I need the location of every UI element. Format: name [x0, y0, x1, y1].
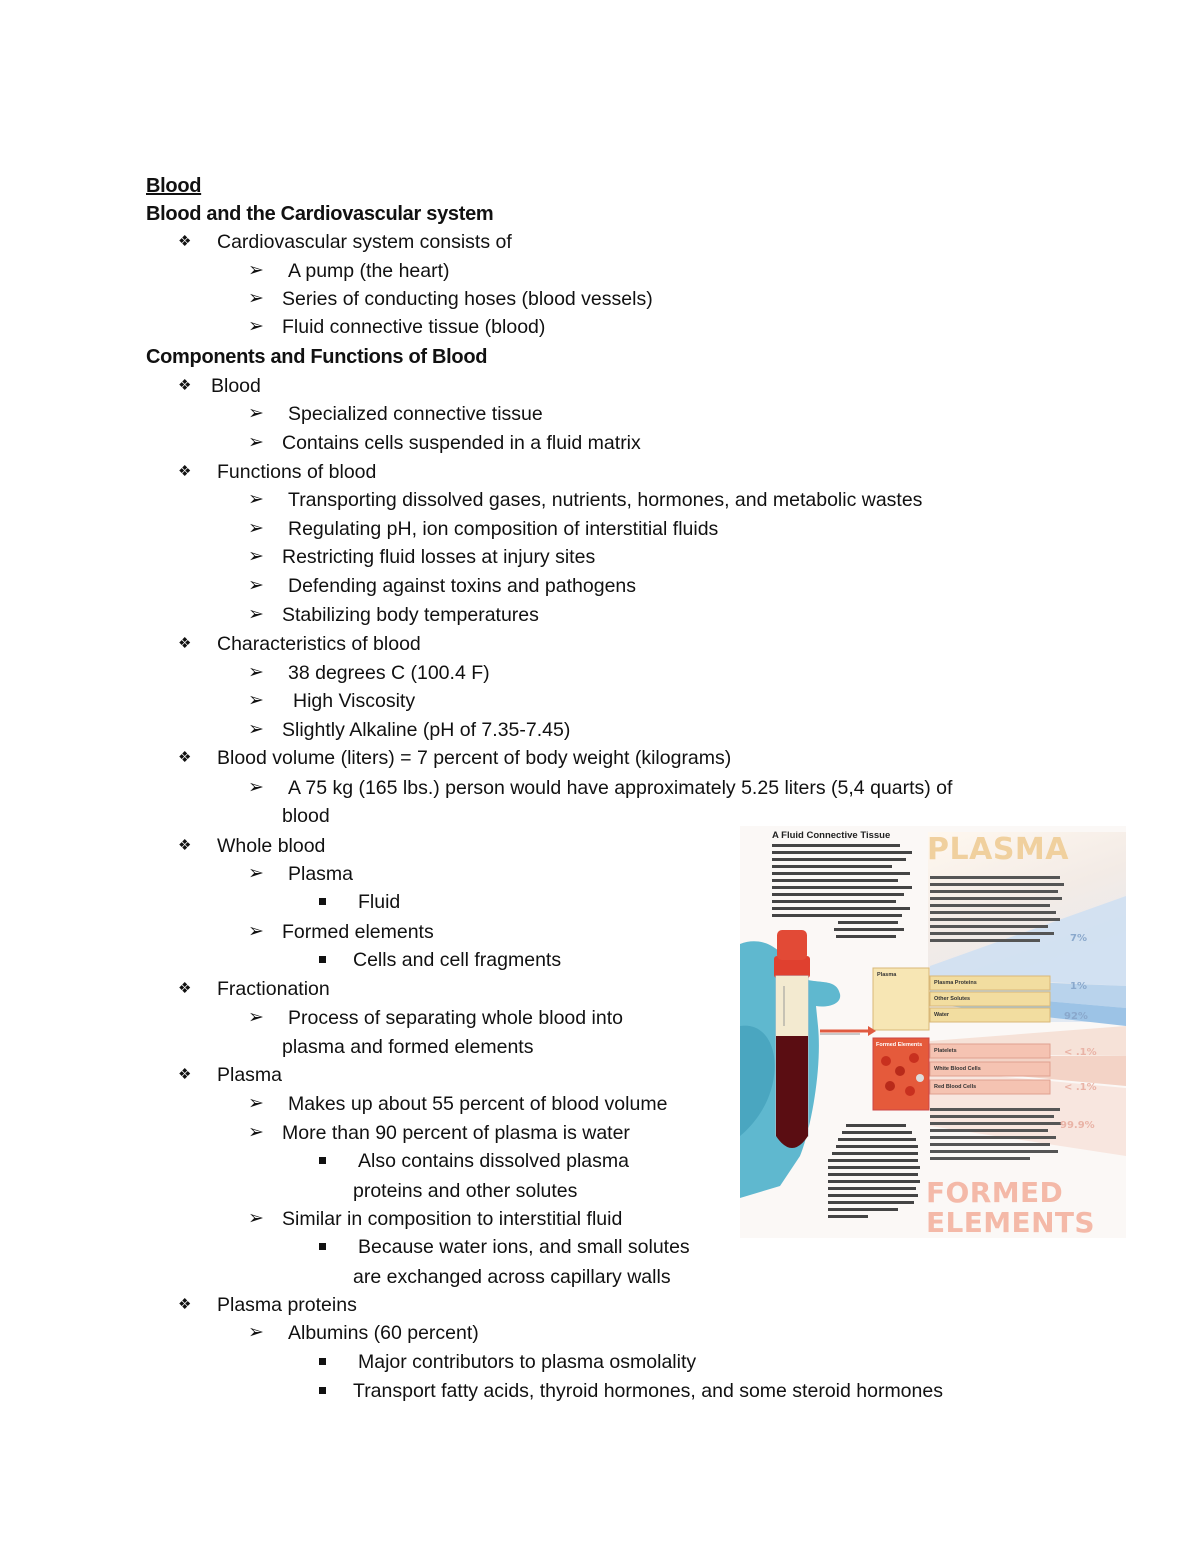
arrow-bullet-icon: ➢ — [248, 1007, 264, 1028]
percent-label: 1% — [1070, 981, 1087, 992]
diamond-bullet-icon: ❖ — [178, 1066, 192, 1083]
arrow-bullet-icon: ➢ — [248, 575, 264, 596]
square-bullet-icon — [319, 1157, 326, 1164]
arrow-bullet-icon: ➢ — [248, 1093, 264, 1114]
plasma-label: PLASMA — [927, 832, 1069, 867]
list-item: 38 degrees C (100.4 F) — [288, 662, 490, 684]
row-label: Other Solutes — [934, 996, 971, 1002]
percent-label: 92% — [1064, 1011, 1088, 1022]
arrow-bullet-icon: ➢ — [248, 260, 264, 281]
row-label: Red Blood Cells — [934, 1084, 977, 1090]
list-item: Characteristics of blood — [217, 633, 421, 655]
diamond-bullet-icon: ❖ — [178, 233, 192, 250]
diamond-bullet-icon: ❖ — [178, 635, 192, 652]
square-bullet-icon — [319, 1243, 326, 1250]
blood-composition-figure — [740, 826, 1126, 1238]
diamond-bullet-icon: ❖ — [178, 980, 192, 997]
list-item-continuation: blood — [282, 805, 330, 827]
list-item: Transporting dissolved gases, nutrients, hormones, and metabolic wastes — [288, 489, 923, 511]
list-item: Stabilizing body temperatures — [282, 604, 539, 626]
list-item: Slightly Alkaline (pH of 7.35-7.45) — [282, 719, 571, 741]
percent-label: 99.9% — [1060, 1120, 1095, 1131]
list-item: Defending against toxins and pathogens — [288, 575, 637, 597]
list-item: Plasma — [288, 863, 354, 885]
arrow-bullet-icon: ➢ — [248, 1122, 264, 1143]
list-item: Fractionation — [217, 978, 330, 1000]
arrow-bullet-icon: ➢ — [248, 432, 264, 453]
doc-title: Blood — [146, 175, 202, 197]
list-item-continuation: plasma and formed elements — [282, 1036, 534, 1058]
list-item-continuation: are exchanged across capillary walls — [353, 1266, 671, 1288]
list-item: Series of conducting hoses (blood vessels) — [282, 288, 653, 310]
arrow-bullet-icon: ➢ — [248, 546, 264, 567]
arrow-bullet-icon: ➢ — [248, 316, 264, 337]
list-item: Major contributors to plasma osmolality — [358, 1351, 697, 1373]
list-item: Formed elements — [282, 921, 434, 943]
diamond-bullet-icon: ❖ — [178, 1296, 192, 1313]
list-item: Contains cells suspended in a fluid matrix — [282, 432, 641, 454]
list-item: More than 90 percent of plasma is water — [282, 1122, 630, 1144]
arrow-bullet-icon: ➢ — [248, 777, 264, 798]
list-item: Albumins (60 percent) — [288, 1322, 479, 1344]
formed-elements-label — [926, 1178, 1095, 1238]
list-item: Similar in composition to interstitial fluid — [282, 1208, 623, 1230]
list-item: Plasma — [217, 1064, 283, 1086]
percent-label: < .1% — [1064, 1047, 1097, 1058]
formed-text-lines — [930, 1106, 1070, 1170]
list-item: Blood — [211, 375, 261, 397]
list-item: Specialized connective tissue — [288, 403, 543, 425]
list-item: A pump (the heart) — [288, 260, 450, 282]
list-item: Whole blood — [217, 835, 326, 857]
list-item: A 75 kg (165 lbs.) person would have approximately 5.25 liters (5,4 quarts) of — [288, 777, 953, 799]
arrow-bullet-icon: ➢ — [248, 690, 264, 711]
list-item: Because water ions, and small solutes — [358, 1236, 690, 1258]
tube-label-plasma: Plasma — [877, 972, 897, 978]
arrow-bullet-icon: ➢ — [248, 288, 264, 309]
list-item: High Viscosity — [293, 690, 416, 712]
list-item: Fluid — [358, 891, 401, 913]
row-label: White Blood Cells — [934, 1066, 981, 1072]
figure-text-block — [772, 842, 922, 942]
diamond-bullet-icon: ❖ — [178, 749, 192, 766]
list-item: Fluid connective tissue (blood) — [282, 316, 546, 338]
tube-label-formed: Formed Elements — [876, 1042, 923, 1048]
arrow-bullet-icon: ➢ — [248, 863, 264, 884]
row-label: Water — [934, 1012, 950, 1018]
arrow-bullet-icon: ➢ — [248, 518, 264, 539]
row-label: Plasma Proteins — [934, 980, 977, 986]
list-item: Cardiovascular system consists of — [217, 231, 512, 253]
arrow-bullet-icon: ➢ — [248, 662, 264, 683]
list-item: Plasma proteins — [217, 1294, 357, 1316]
square-bullet-icon — [319, 1358, 326, 1365]
hematocrit-text-lines — [828, 1122, 924, 1222]
diamond-bullet-icon: ❖ — [178, 377, 192, 394]
row-label: Platelets — [934, 1048, 957, 1054]
arrow-bullet-icon: ➢ — [248, 604, 264, 625]
section-heading: Blood and the Cardiovascular system — [146, 203, 494, 225]
list-item: Regulating pH, ion composition of interstitial fluids — [288, 518, 719, 540]
list-item: Blood volume (liters) = 7 percent of body weight (kilograms) — [217, 747, 732, 769]
list-item: Also contains dissolved plasma — [358, 1150, 629, 1172]
section-heading: Components and Functions of Blood — [146, 346, 488, 368]
list-item-continuation: proteins and other solutes — [353, 1180, 578, 1202]
formed-label-line: ELEMENTS — [926, 1206, 1095, 1238]
hematocrit-text-block — [828, 1122, 924, 1222]
list-item: Process of separating whole blood into — [288, 1007, 623, 1029]
figure-text-lines — [772, 842, 922, 942]
diamond-bullet-icon: ❖ — [178, 837, 192, 854]
list-item: Functions of blood — [217, 461, 377, 483]
list-item: Makes up about 55 percent of blood volume — [288, 1093, 668, 1115]
arrow-bullet-icon: ➢ — [248, 489, 264, 510]
diamond-bullet-icon: ❖ — [178, 463, 192, 480]
figure-heading: A Fluid Connective Tissue — [772, 830, 891, 841]
list-item: Transport fatty acids, thyroid hormones, and some steroid hormones — [353, 1380, 943, 1402]
plasma-text-block — [930, 874, 1070, 954]
formed-label-line: FORMED — [926, 1176, 1064, 1209]
arrow-bullet-icon: ➢ — [248, 1322, 264, 1343]
list-item: Restricting fluid losses at injury sites — [282, 546, 596, 568]
square-bullet-icon — [319, 956, 326, 963]
arrow-bullet-icon: ➢ — [248, 403, 264, 424]
percent-label: 7% — [1070, 933, 1087, 944]
plasma-text-lines — [930, 874, 1070, 954]
formed-text-block — [930, 1106, 1070, 1170]
list-item: Cells and cell fragments — [353, 949, 562, 971]
square-bullet-icon — [319, 1387, 326, 1394]
arrow-bullet-icon: ➢ — [248, 921, 264, 942]
arrow-bullet-icon: ➢ — [248, 1208, 264, 1229]
percent-label: < .1% — [1064, 1082, 1097, 1093]
square-bullet-icon — [319, 898, 326, 905]
arrow-bullet-icon: ➢ — [248, 719, 264, 740]
